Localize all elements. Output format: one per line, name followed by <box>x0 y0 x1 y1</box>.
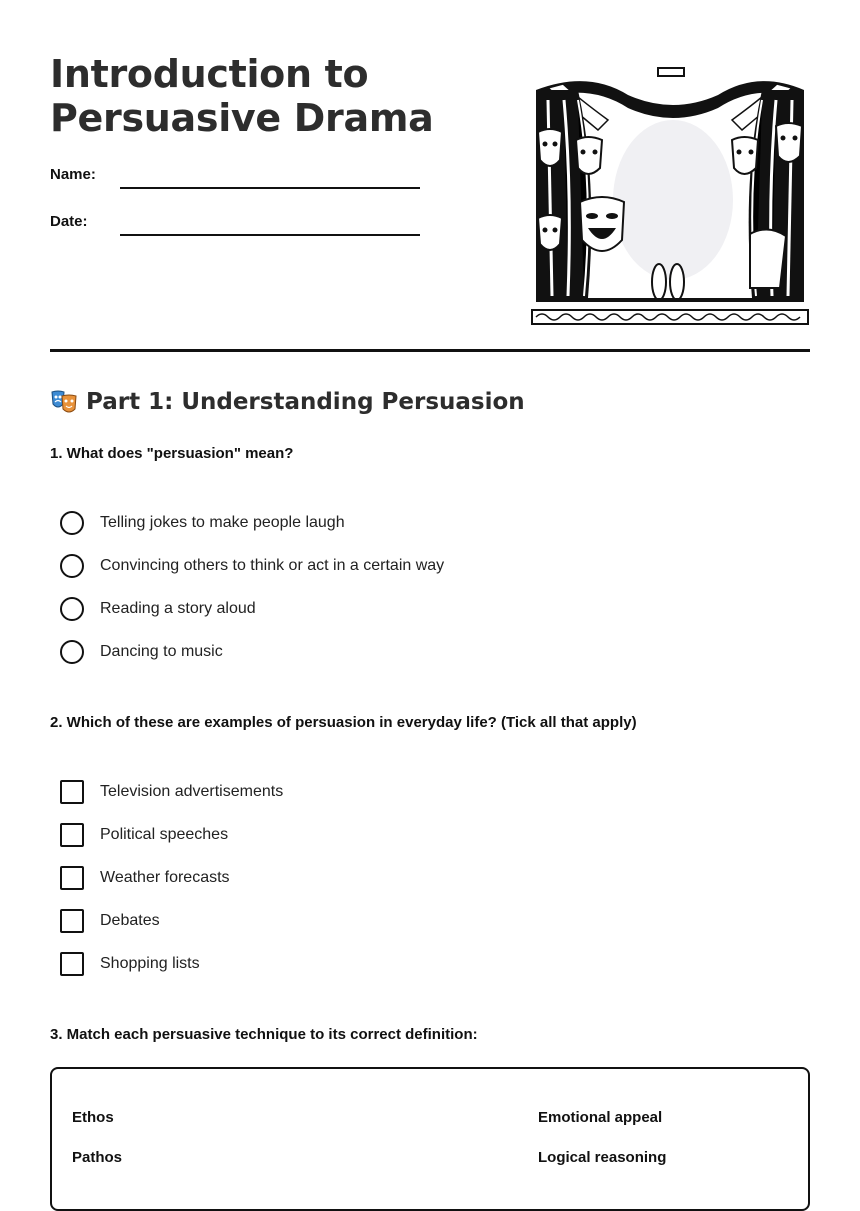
q2-option[interactable] <box>60 780 283 804</box>
date-line[interactable] <box>120 234 420 236</box>
checkbox[interactable] <box>60 780 84 804</box>
section-1-title-text: Part 1: Understanding Persuasion <box>86 389 525 415</box>
checkbox[interactable] <box>60 866 84 890</box>
option-label: Television advertisements <box>100 783 284 800</box>
q1-option[interactable] <box>60 511 345 535</box>
name-label: Name: <box>50 166 96 183</box>
option-label: Dancing to music <box>100 643 223 660</box>
date-field[interactable] <box>50 213 420 230</box>
radio-button[interactable] <box>60 511 84 535</box>
question-1: 1. What does "persuasion" mean? <box>50 445 294 462</box>
checkbox[interactable] <box>60 909 84 933</box>
q2-option[interactable] <box>60 866 230 890</box>
q1-option[interactable] <box>60 640 223 664</box>
q1-option[interactable] <box>60 554 444 578</box>
worksheet-title <box>50 52 433 140</box>
q2-option[interactable] <box>60 909 160 933</box>
definition-term[interactable]: Emotional appeal <box>538 1109 663 1126</box>
theatre-stage-illustration <box>528 60 812 330</box>
option-label: Shopping lists <box>100 955 200 972</box>
name-field[interactable] <box>50 166 420 183</box>
option-label: Debates <box>100 912 160 929</box>
radio-button[interactable] <box>60 640 84 664</box>
radio-button[interactable] <box>60 597 84 621</box>
checkbox[interactable] <box>60 952 84 976</box>
title-line-1: Introduction to <box>50 52 369 96</box>
matching-box <box>50 1067 810 1211</box>
question-2: 2. Which of these are examples of persuasion in everyday life? (Tick all that apply) <box>50 714 637 731</box>
question-3: 3. Match each persuasive technique to its correct definition: <box>50 1026 478 1043</box>
option-label: Telling jokes to make people laugh <box>100 514 345 531</box>
title-line-2: Persuasive Drama <box>50 96 434 140</box>
theatre-masks-icon <box>50 388 78 416</box>
date-label: Date: <box>50 213 88 230</box>
option-label: Political speeches <box>100 826 229 843</box>
option-label: Weather forecasts <box>100 869 230 886</box>
checkbox[interactable] <box>60 823 84 847</box>
technique-term[interactable]: Pathos <box>72 1149 123 1166</box>
definition-term[interactable]: Logical reasoning <box>538 1149 667 1166</box>
q1-option[interactable] <box>60 597 256 621</box>
q2-option[interactable] <box>60 952 200 976</box>
technique-term[interactable]: Ethos <box>72 1109 114 1126</box>
name-line[interactable] <box>120 187 420 189</box>
section-1-title <box>50 388 525 416</box>
radio-button[interactable] <box>60 554 84 578</box>
q2-option[interactable] <box>60 823 228 847</box>
option-label: Reading a story aloud <box>100 600 256 617</box>
option-label: Convincing others to think or act in a certain way <box>100 557 445 574</box>
header-divider <box>50 349 810 352</box>
